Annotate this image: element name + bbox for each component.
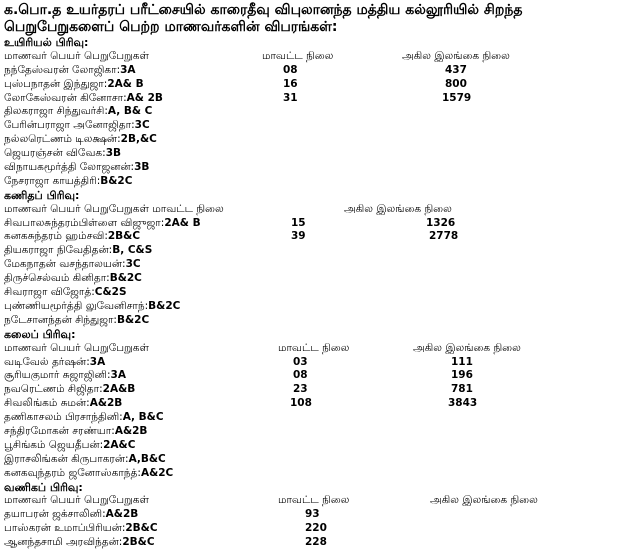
student-name: நல்லரெட்ணம் டிலக்ஷன்:	[4, 133, 121, 146]
island-rank: 800	[445, 77, 467, 90]
student-result: 2A& B	[107, 77, 144, 90]
student-result: 3A	[110, 369, 126, 382]
student-result: 3A	[89, 355, 106, 368]
column-name-result: மாணவர் பெயர் பெறுபேறுகள்	[4, 341, 149, 354]
student-name: சிவராஜா விஜோத்:	[4, 286, 95, 299]
student-name: மேகநாதன் வசந்தாலயன்:	[4, 258, 126, 271]
student-row	[0, 508, 628, 522]
student-result: 2B&C	[122, 536, 155, 549]
column-name-result: மாணவர் பெயர் பெறுபேறுகள்	[4, 494, 149, 507]
student-row	[0, 64, 628, 78]
island-rank: 111	[451, 355, 473, 368]
student-row	[0, 147, 628, 161]
district-rank: 93	[305, 508, 320, 521]
student-row	[0, 397, 628, 411]
document-title-line-2: பெறுபேறுகளைப் பெற்ற மாணவர்களின் விபரங்கள்:	[4, 19, 338, 35]
student-name: விநாயகமூர்த்தி லோஜனன்:	[4, 161, 135, 174]
student-row	[0, 105, 628, 119]
student-name: புண்ணியமூர்த்தி லுவேனிசாந்:	[4, 299, 149, 312]
student-row	[0, 300, 628, 314]
student-row	[0, 286, 628, 300]
student-row	[0, 536, 628, 550]
student-result: 2B,&C	[120, 133, 157, 146]
column-header-row	[0, 50, 628, 64]
island-rank: 781	[451, 383, 473, 396]
student-name: நடேசானந்தன் சிந்துஜா:	[4, 313, 117, 326]
district-rank: 220	[305, 522, 327, 535]
student-row	[0, 119, 628, 133]
column-island: அகில இலங்கை நிலை	[430, 494, 538, 507]
district-rank: 31	[283, 91, 298, 104]
district-rank: 228	[305, 536, 327, 549]
student-result: A& 2B	[126, 91, 163, 104]
document-title-line-1: க.பொ.த உயர்தரப் பரீட்சையில் காரைதீவு விபுலானந்த மத்திய கல்லூரியில் சிறந்த	[4, 2, 523, 18]
student-row	[0, 78, 628, 92]
student-name: நவரெட்ணம் சிஜிதா:	[4, 383, 103, 396]
student-row	[0, 439, 628, 453]
district-rank: 16	[283, 77, 298, 90]
section-heading-label: கலைப் பிரிவு:	[4, 327, 76, 341]
student-result: 2A&B	[102, 383, 136, 396]
student-result: A&2C	[140, 466, 174, 479]
student-name: பேரின்பராஜா அனோஜிதா:	[4, 119, 135, 132]
student-result: B&2C	[100, 174, 133, 187]
student-name: கனகசுந்தரம் ஹம்சவி:	[4, 230, 108, 243]
student-name: ஆனந்தசாமி அரவிந்தன்:	[4, 536, 123, 549]
student-row	[0, 244, 628, 258]
section-heading-maths	[0, 189, 628, 203]
student-row	[0, 133, 628, 147]
column-district: மாவட்ட நிலை	[278, 341, 350, 354]
student-name: தணிகாசலம் பிரசாந்தினி:	[4, 411, 123, 424]
student-name: ஜெயரஞ்சன் விவேக:	[4, 147, 106, 160]
student-result: 3C	[125, 258, 141, 271]
district-rank: 08	[293, 369, 308, 382]
student-row	[0, 217, 628, 231]
column-name-result: மாணவர் பெயர் பெறுபேறுகள்	[4, 49, 149, 62]
district-rank: 15	[291, 216, 306, 229]
student-name: சிவபாலசுந்தரம்பிள்ளை விஜுஜா:	[4, 216, 165, 229]
student-name: புஸ்பநாதன் இந்துஜா:	[4, 77, 108, 90]
section-heading-arts	[0, 328, 628, 342]
student-row	[0, 258, 628, 272]
district-rank: 39	[291, 230, 306, 243]
student-row	[0, 453, 628, 467]
column-island: அகில இலங்கை நிலை	[402, 49, 510, 62]
student-row	[0, 175, 628, 189]
student-row	[0, 161, 628, 175]
island-rank: 3843	[448, 397, 478, 410]
student-row	[0, 522, 628, 536]
student-name: சிவலிங்கம் சுமன்:	[4, 397, 90, 410]
column-district: மாவட்ட நிலை	[278, 494, 350, 507]
district-rank: 23	[293, 383, 308, 396]
island-rank: 437	[445, 63, 467, 76]
column-header-row	[0, 342, 628, 356]
student-result: A, B& C	[107, 105, 153, 118]
student-result: 2B&C	[125, 522, 158, 535]
student-name: நேசராஜா காயத்திரி:	[4, 174, 101, 187]
column-island: அகில இலங்கை நிலை	[344, 202, 452, 215]
island-rank: 1579	[442, 91, 472, 104]
student-row	[0, 230, 628, 244]
section-heading-label: உயிரியல் பிரிவு:	[4, 36, 89, 49]
student-result: B&2C	[148, 299, 181, 312]
student-result: 2A& B	[164, 216, 201, 229]
student-result: A&2B	[114, 424, 148, 437]
section-heading-label: வணிகப் பிரிவு:	[4, 480, 83, 494]
student-name: இராசலிங்கன் கிருபாகரன்:	[4, 452, 129, 465]
district-rank: 03	[293, 355, 308, 368]
student-name: பூசிங்கம் ஜெயதீபன்:	[4, 438, 104, 451]
district-rank: 108	[290, 397, 312, 410]
section-heading-commerce	[0, 481, 628, 495]
student-result: 2B&C	[107, 230, 141, 243]
island-rank: 1326	[426, 216, 456, 229]
district-rank: 08	[283, 63, 298, 76]
student-row	[0, 369, 628, 383]
student-result: A, B&C	[122, 411, 164, 424]
column-island: அகில இலங்கை நிலை	[413, 341, 521, 354]
student-name: பாஸ்கரன் உமாப்பிரியன்:	[4, 522, 126, 535]
student-row	[0, 383, 628, 397]
student-row	[0, 467, 628, 481]
student-name: சூரியகுமார் சுஜாஜினி:	[4, 369, 111, 382]
column-district: மாவட்ட நிலை	[262, 49, 334, 62]
student-result: B&2C	[109, 272, 142, 285]
student-row	[0, 425, 628, 439]
column-header-row	[0, 203, 628, 217]
student-name: தியகராஜா நிவேதிதன்:	[4, 244, 113, 257]
student-result: A&2B	[89, 397, 123, 410]
student-name: கனகவுந்தரம் ஜனோஸ்காந்த்:	[4, 466, 141, 479]
student-result: A,B&C	[128, 452, 166, 465]
student-row	[0, 92, 628, 106]
student-result: A&2B	[105, 508, 139, 521]
student-result: 3B	[105, 147, 121, 160]
student-result: B&2C	[116, 313, 150, 326]
student-result: 3A	[120, 63, 136, 76]
student-name: திலகராஜா சிந்துவர்சி:	[4, 105, 108, 118]
student-name: லோகேஸ்வரன் கினோசா:	[4, 91, 127, 104]
island-rank: 2778	[429, 230, 459, 243]
student-row	[0, 356, 628, 370]
student-row	[0, 272, 628, 286]
student-result: B, C&S	[112, 244, 153, 257]
student-result: C&2S	[94, 286, 127, 299]
section-heading-biology	[0, 36, 628, 50]
student-name: நந்தேஸ்வரன் லோஜிகா:	[4, 63, 121, 76]
student-row	[0, 411, 628, 425]
student-result: 3B	[134, 161, 150, 174]
student-name: தயாபரன் ஜக்சாலினி:	[4, 508, 106, 521]
student-name: திருச்செல்வம் கினிதா:	[4, 272, 110, 285]
student-row	[0, 314, 628, 328]
island-rank: 196	[451, 369, 473, 382]
column-name-result: மாணவர் பெயர் பெறுபேறுகள் மாவட்ட நிலை	[4, 202, 224, 215]
column-header-row	[0, 494, 628, 508]
section-heading-label: கணிதப் பிரிவு:	[4, 188, 80, 202]
student-name: சந்திரமோகன் சரண்யா:	[4, 424, 115, 437]
student-result: 2A&C	[103, 438, 136, 451]
student-result: 3C	[134, 119, 150, 132]
student-name: வடிவேல் தர்ஷன்:	[4, 355, 90, 368]
